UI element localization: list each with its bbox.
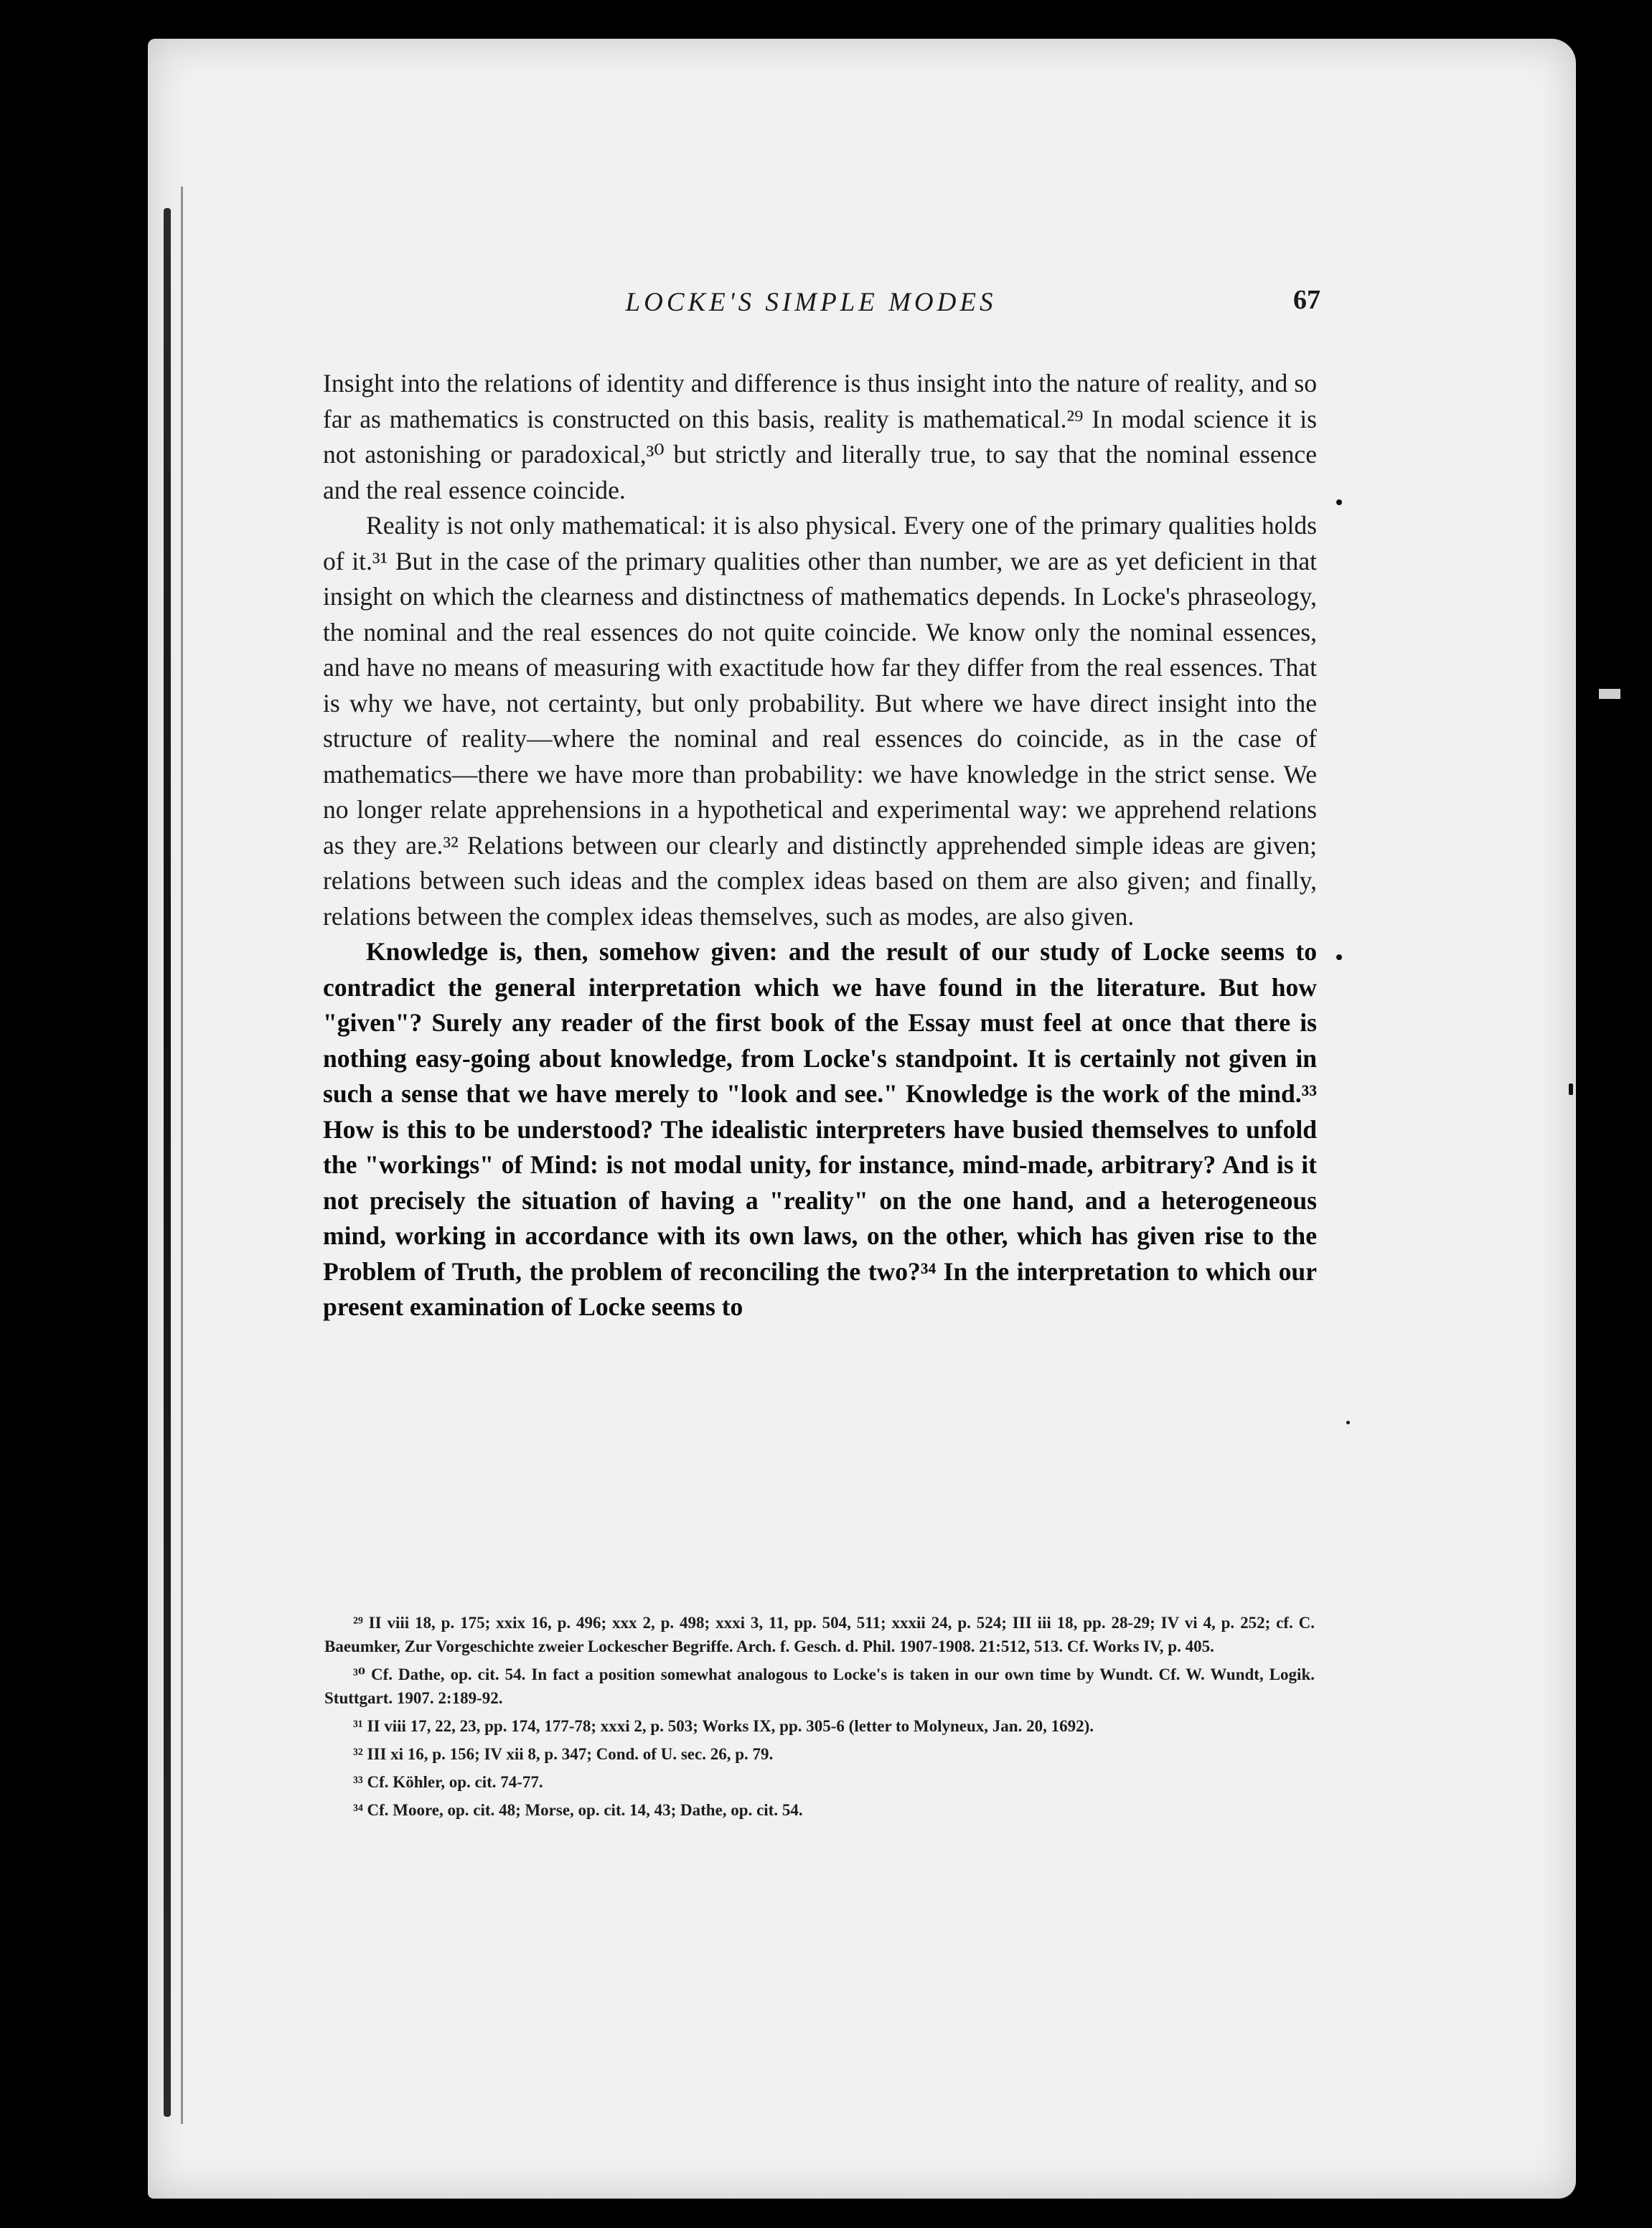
footnote: ³⁴ Cf. Moore, op. cit. 48; Morse, op. cit. 14, 43; Dathe, op. cit. 54. xyxy=(353,1801,803,1819)
page-binding-edge xyxy=(164,208,171,2117)
footnote: ³⁰ Cf. Dathe, op. cit. 54. In fact a position somewhat analogous to Locke's is taken in our own time by Wundt. Cf. W. Wundt, Logik. Stuttgart. 1907. 2:189-92. xyxy=(324,1665,1315,1707)
margin-dot xyxy=(1346,1421,1350,1424)
margin-dot xyxy=(1569,1084,1573,1095)
right-edge-mark xyxy=(1599,689,1620,699)
footnote: ³² III xi 16, p. 156; IV xii 8, p. 347; Cond. of U. sec. 26, p. 79. xyxy=(353,1745,774,1763)
paragraph: Reality is not only mathematical: it is also physical. Every one of the primary qualities holds of it.³¹ But in the case of the primary qualities other than number, we are as yet deficient in that insight on which the clearness and distinctness of mathematics depends. In Locke's phraseology, the nominal and the real essences do not quite coincide. We know only the nominal essences, and have no means of measuring with exactitude how far they differ from the real essences. That is why we have, not certainty, but only probability. But where we have direct insight into the structure of reality—where the nominal and real essences do coincide, as in the case of mathematics—there we have more than probability: we have knowledge in the strict sense. We no longer relate apprehensions in a hypothetical and experimental way: we apprehend relations as they are.³² Relations between our clearly and distinctly apprehended simple ideas are given; relations between such ideas and the complex ideas based on them are also given; and finally, relations between the complex ideas themselves, such as modes, are also given. xyxy=(323,511,1317,931)
running-head: LOCKE'S SIMPLE MODES xyxy=(625,288,997,317)
page-header xyxy=(301,287,1320,330)
footnote: ³¹ II viii 17, 22, 23, pp. 174, 177-78; xxxi 2, p. 503; Works IX, pp. 305-6 (letter to Molyneux, Jan. 20, 1692). xyxy=(353,1717,1094,1735)
margin-dot xyxy=(1336,954,1342,960)
footnote: ³³ Cf. Köhler, op. cit. 74-77. xyxy=(353,1773,543,1791)
page-gutter-line xyxy=(181,187,183,2124)
body-text xyxy=(323,366,1317,1325)
margin-dot xyxy=(1336,499,1342,505)
footnotes xyxy=(324,1611,1315,1826)
page-number: 67 xyxy=(1293,285,1320,315)
paragraph: Insight into the relations of identity and difference is thus insight into the nature of reality, and so far as mathematics is constructed on this basis, reality is mathematical.²⁹ In modal science it is not astonishing or paradoxical,³⁰ but strictly and literally true, to say that the nominal essence and the real essence coincide. xyxy=(323,369,1317,504)
footnote: ²⁹ II viii 18, p. 175; xxix 16, p. 496; xxx 2, p. 498; xxxi 3, 11, pp. 504, 511; xxxii 24, p. 524; III iii 18, pp. 28-29; IV vi 4, p. 252; cf. C. Baeumker, Zur Vorgeschichte zweier Lockescher Begriffe. Arch. f. Gesch. d. Phil. 1907-1908. 21:512, 513. Cf. Works IV, p. 405. xyxy=(324,1614,1315,1655)
paragraph: Knowledge is, then, somehow given: and the result of our study of Locke seems to contradict the general interpretation which we have found in the literature. But how "given"? Surely any reader of the first book of the Essay must feel at once that there is nothing easy-going about knowledge, from Locke's standpoint. It is certainly not given in such a sense that we have merely to "look and see." Knowledge is the work of the mind.³³ How is this to be understood? The idealistic interpreters have busied themselves to unfold the "workings" of Mind: is not modal unity, for instance, mind-made, arbitrary? And is it not precisely the situation of having a "reality" on the one hand, and a heterogeneous mind, working in accordance with its own laws, on the other, which has given rise to the Problem of Truth, the problem of reconciling the two?³⁴ In the interpretation to which our present examination of Locke seems to xyxy=(323,937,1317,1321)
